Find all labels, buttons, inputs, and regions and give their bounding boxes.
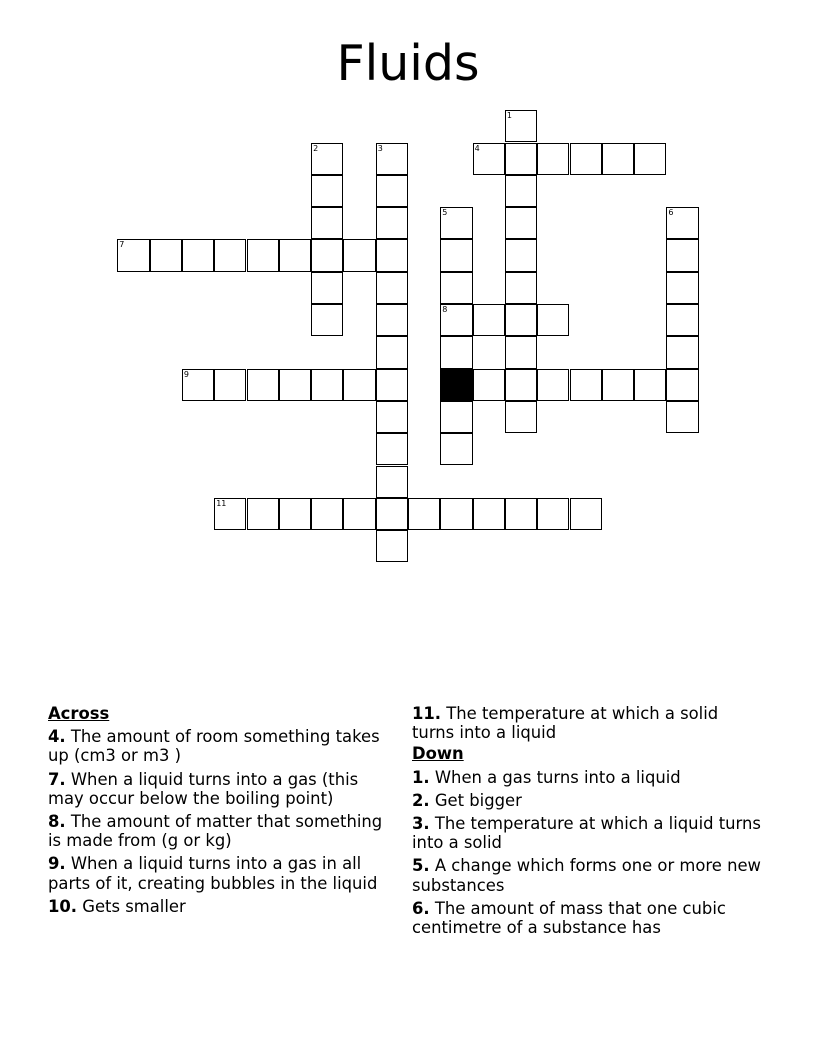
grid-cell[interactable]: [376, 433, 408, 465]
clue-number: 6.: [412, 898, 430, 918]
grid-cell[interactable]: [376, 498, 408, 530]
grid-cell[interactable]: [634, 143, 666, 175]
grid-cell[interactable]: [473, 498, 505, 530]
clue-text: The amount of matter that something is made from (g or kg): [48, 812, 383, 851]
clue-number-label: 7: [119, 240, 125, 250]
grid-cell[interactable]: [182, 369, 214, 401]
grid-cell[interactable]: [311, 304, 343, 336]
grid-cell[interactable]: [570, 143, 602, 175]
grid-block-cell: [440, 369, 472, 401]
grid-cell[interactable]: [440, 272, 472, 304]
grid-cell[interactable]: [666, 369, 698, 401]
clue-number-label: 4: [474, 143, 480, 153]
clue-number-label: 9: [183, 369, 189, 379]
clue-number-label: 6: [668, 208, 674, 218]
clue-down-2: [412, 791, 762, 810]
clue-text: Gets smaller: [77, 896, 186, 916]
grid-cell[interactable]: [376, 530, 408, 562]
grid-cell[interactable]: [440, 498, 472, 530]
grid-cell[interactable]: [247, 239, 279, 271]
clue-number-label: 5: [442, 208, 448, 218]
grid-cell[interactable]: [537, 304, 569, 336]
grid-cell[interactable]: [376, 239, 408, 271]
grid-cell[interactable]: [537, 369, 569, 401]
grid-cell[interactable]: [602, 369, 634, 401]
down-heading: Down: [412, 744, 464, 764]
grid-cell[interactable]: [279, 369, 311, 401]
clue-across-7: [48, 770, 398, 808]
clue-down-1: [412, 768, 762, 787]
grid-cell[interactable]: [376, 369, 408, 401]
grid-cell[interactable]: [214, 239, 246, 271]
grid-cell[interactable]: [214, 498, 246, 530]
grid-cell[interactable]: [505, 272, 537, 304]
grid-cell[interactable]: [150, 239, 182, 271]
grid-cell[interactable]: [570, 498, 602, 530]
grid-cell[interactable]: [376, 175, 408, 207]
clue-number-label: 8: [442, 305, 448, 314]
clue-text: The temperature at which a solid turns into a liquid: [412, 704, 719, 743]
grid-cell[interactable]: [311, 369, 343, 401]
grid-cell[interactable]: [634, 369, 666, 401]
clue-number: 9.: [48, 854, 66, 874]
grid-cell[interactable]: [666, 336, 698, 368]
grid-cell[interactable]: [182, 239, 214, 271]
grid-cell[interactable]: [666, 304, 698, 336]
grid-cell[interactable]: [440, 239, 472, 271]
clue-across-4: [48, 727, 398, 765]
grid-cell[interactable]: [311, 498, 343, 530]
clue-text: The temperature at which a liquid turns into a solid: [412, 814, 761, 853]
grid-cell[interactable]: [666, 207, 698, 239]
clue-across-11: [412, 704, 762, 742]
clue-number-label: 3: [377, 143, 383, 153]
grid-cell[interactable]: [505, 369, 537, 401]
grid-cell[interactable]: [440, 433, 472, 465]
clue-text: When a gas turns into a liquid: [429, 767, 681, 787]
grid-cell[interactable]: [279, 498, 311, 530]
page-title: Fluids: [336, 35, 480, 92]
grid-cell[interactable]: [440, 401, 472, 433]
clue-number-label: 2: [313, 143, 319, 153]
grid-cell[interactable]: [376, 143, 408, 175]
clue-across-10: [48, 897, 398, 916]
grid-cell[interactable]: [247, 369, 279, 401]
grid-cell[interactable]: [376, 207, 408, 239]
clue-number: 3.: [412, 814, 430, 834]
grid-cell[interactable]: [602, 143, 634, 175]
clue-down-3: [412, 814, 762, 852]
grid-cell[interactable]: [376, 304, 408, 336]
clue-number-label: 1: [506, 111, 512, 121]
clue-down-6: [412, 899, 762, 937]
clue-number: 2.: [412, 790, 430, 810]
clue-number: 1.: [412, 767, 430, 787]
grid-cell[interactable]: [537, 143, 569, 175]
clue-text: The amount of room something takes up (cm3 or m3 ): [48, 727, 380, 766]
grid-cell[interactable]: [279, 239, 311, 271]
clue-text: Get bigger: [429, 790, 522, 810]
grid-cell[interactable]: [440, 336, 472, 368]
clue-number: 7.: [48, 769, 66, 789]
grid-cell[interactable]: [311, 175, 343, 207]
clue-down-5: [412, 856, 762, 894]
grid-cell[interactable]: [343, 498, 375, 530]
clues-right-column: [412, 702, 762, 937]
grid-cell[interactable]: [666, 239, 698, 271]
clue-text: A change which forms one or more new substances: [412, 856, 761, 895]
clue-across-9: [48, 854, 398, 892]
grid-cell[interactable]: [311, 272, 343, 304]
grid-cell[interactable]: [247, 498, 279, 530]
grid-cell[interactable]: [376, 272, 408, 304]
across-heading: Across: [48, 704, 110, 723]
clues-left-column: [48, 702, 398, 916]
grid-cell[interactable]: [440, 304, 472, 336]
grid-cell[interactable]: [376, 466, 408, 498]
grid-cell[interactable]: [376, 336, 408, 368]
grid-cell[interactable]: [505, 175, 537, 207]
grid-cell[interactable]: [505, 110, 537, 142]
clue-text: When a liquid turns into a gas in all parts of it, creating bubbles in the liquid: [48, 854, 378, 893]
grid-cell[interactable]: [440, 207, 472, 239]
grid-cell[interactable]: [117, 239, 149, 271]
grid-cell[interactable]: [505, 143, 537, 175]
grid-cell[interactable]: [311, 239, 343, 271]
clue-number: 4.: [48, 727, 66, 747]
grid-cell[interactable]: [473, 369, 505, 401]
grid-cell[interactable]: [376, 401, 408, 433]
clue-text: When a liquid turns into a gas (this may occur below the boiling point): [48, 769, 359, 808]
grid-cell[interactable]: [408, 498, 440, 530]
clue-number: 10.: [48, 896, 78, 916]
grid-cell[interactable]: [311, 207, 343, 239]
clue-number-label: 11: [216, 498, 227, 508]
clue-number: 5.: [412, 856, 430, 876]
grid-cell[interactable]: [505, 304, 537, 336]
grid-cell[interactable]: [505, 336, 537, 368]
clue-text: The amount of mass that one cubic centimetre of a substance has: [412, 898, 726, 938]
grid-cell[interactable]: [473, 143, 505, 175]
grid-cell[interactable]: [505, 498, 537, 530]
clue-number: 8.: [48, 812, 66, 832]
grid-cell[interactable]: [570, 369, 602, 401]
clue-across-8: [48, 812, 398, 850]
grid-cell[interactable]: [214, 369, 246, 401]
grid-cell[interactable]: [666, 401, 698, 433]
grid-cell[interactable]: [505, 401, 537, 433]
grid-cell[interactable]: [311, 143, 343, 175]
grid-cell[interactable]: [343, 239, 375, 271]
grid-cell[interactable]: [343, 369, 375, 401]
clue-number: 11.: [412, 704, 442, 723]
grid-cell[interactable]: [473, 304, 505, 336]
grid-cell[interactable]: [505, 239, 537, 271]
grid-cell[interactable]: [666, 272, 698, 304]
grid-cell[interactable]: [537, 498, 569, 530]
grid-cell[interactable]: [505, 207, 537, 239]
